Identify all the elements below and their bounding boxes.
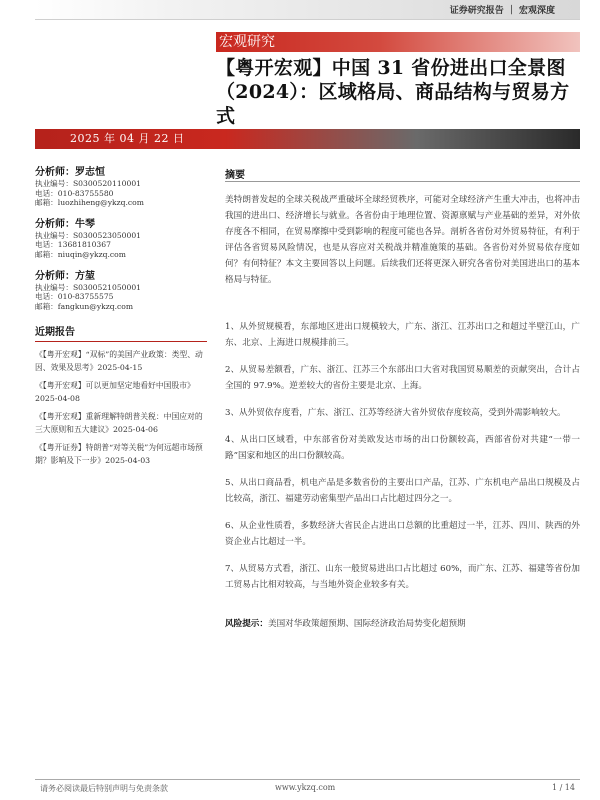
recent-report-item[interactable]: 《【粤开证券】特朗普“对等关税”为何远超市场预期？影响及下一步》2025-04-03 bbox=[35, 443, 203, 466]
key-point: 6、从企业性质看，多数经济大省民企占进出口总额的比重超过一半，江苏、四川、陕西的外资企业占比超过一半。 bbox=[225, 521, 580, 547]
analyst-license: 执业编号：S0300520110001 bbox=[35, 179, 141, 188]
section-label: 宏观研究 bbox=[216, 32, 580, 52]
top-header-bar bbox=[35, 0, 580, 20]
page-number: 1 / 14 bbox=[551, 783, 575, 792]
key-point: 2、从贸易差额看，广东、浙江、江苏三个东部出口大省对我国贸易顺差的贡献突出，合计占全国的 97.9%。逆差较大的省份主要是北京、上海。 bbox=[225, 365, 580, 391]
analyst-phone: 电话：13681810367 bbox=[35, 240, 111, 250]
key-point: 4、从出口区域看，中东部省份对美欧发达市场的出口份额较高，西部省份对共建“一带一路”国家和地区的出口份额较高。 bbox=[225, 435, 580, 461]
analyst-name: 分析师：罗志恒 bbox=[35, 167, 105, 178]
summary-divider bbox=[225, 181, 580, 182]
key-point: 5、从出口商品看，机电产品是多数省份的主要出口产品，江苏、广东机电产品出口规模及占比较高，浙江、福建劳动密集型产品出口占比超过四分之一。 bbox=[225, 478, 580, 504]
recent-report-item[interactable]: 《【粤开宏观】重新理解特朗普关税：中国应对的三大原则和五大建议》2025-04-06 bbox=[35, 412, 203, 435]
key-points bbox=[225, 319, 580, 593]
summary-body bbox=[225, 192, 580, 632]
report-title: 【粤开宏观】中国 31 省份进出口全景图（2024）：区域格局、商品结构与贸易方式 bbox=[216, 57, 570, 127]
analyst-email[interactable]: 邮箱：luozhiheng@ykzq.com bbox=[35, 198, 144, 208]
analyst-email[interactable]: 邮箱：fangkun@ykzq.com bbox=[35, 301, 134, 311]
key-point: 7、从贸易方式看，浙江、山东一般贸易进出口占比超过 60%，而广东、江苏、福建等省份加工贸易占比相对较高，与当地外资企业较多有关。 bbox=[225, 564, 580, 590]
recent-report-item[interactable]: 《【粤开宏观】可以更加坚定地看好中国股市》2025-04-08 bbox=[35, 381, 195, 404]
footer-website[interactable]: www.ykzq.com bbox=[275, 783, 336, 792]
analyst-block bbox=[35, 215, 207, 260]
summary-intro: 美特朗普发起的全球关税战严重破坏全球经贸秩序，可能对全球经济产生重大冲击，也将冲击我国的进出口、经济增长与就业。各省份由于地理位置、资源禀赋与产业基础的差异，对外依存度各不相同，在贸易摩擦中受到影响的程度可能也各异。剖析各省份对外贸易特征，有利于评估各省贸易风险情况，也是从容应对关税战并精准施策的基础。各省份对外贸易依存度如何？有何特征？本文主要回答以上问题。后续我们还将更深入研究各省份对美国进出口的基本格局与特征。 bbox=[225, 195, 580, 285]
analyst-email[interactable]: 邮箱：niuqin@ykzq.com bbox=[35, 249, 126, 259]
risk-warning bbox=[225, 616, 580, 632]
recent-report-item[interactable]: 《【粤开宏观】“双标”的美国产业政策：类型、动因、效果及思考》2025-04-15 bbox=[35, 350, 203, 373]
report-type-label: 证券研究报告 ｜ 宏观深度 bbox=[449, 6, 555, 16]
analyst-name: 分析师：牛琴 bbox=[35, 218, 95, 230]
key-point: 3、从外贸依存度看，广东、浙江、江苏等经济大省外贸依存度较高，受到外需影响较大。 bbox=[225, 408, 566, 418]
analyst-block bbox=[35, 163, 207, 208]
risk-label: 风险提示： bbox=[225, 619, 268, 629]
footer-divider bbox=[35, 779, 580, 780]
analyst-license: 执业编号：S0300523050001 bbox=[35, 230, 141, 240]
recent-reports-heading: 近期报告 bbox=[35, 323, 207, 342]
analyst-name: 分析师：方堃 bbox=[35, 270, 95, 282]
analyst-block bbox=[35, 267, 207, 312]
footer-disclaimer: 请务必阅读最后特别声明与免责条款 bbox=[40, 784, 168, 793]
date-bar bbox=[35, 129, 580, 149]
analyst-phone: 电话：010-83755575 bbox=[35, 292, 114, 302]
report-date: 2025 年 04 月 22 日 bbox=[70, 132, 185, 145]
risk-text: 美国对华政策超预期、国际经济政治局势变化超预期 bbox=[267, 619, 466, 629]
left-sidebar bbox=[35, 163, 207, 472]
key-point: 1、从外贸规模看，东部地区进出口规模较大，广东、浙江、江苏出口之和超过半壁江山，广东、北京、上海进口规模排前三。 bbox=[225, 322, 580, 348]
analyst-license: 执业编号：S0300521050001 bbox=[35, 282, 141, 292]
recent-reports-list bbox=[35, 348, 207, 467]
summary-heading: 摘要 bbox=[225, 170, 245, 181]
analyst-phone: 电话：010-83755580 bbox=[35, 188, 114, 198]
